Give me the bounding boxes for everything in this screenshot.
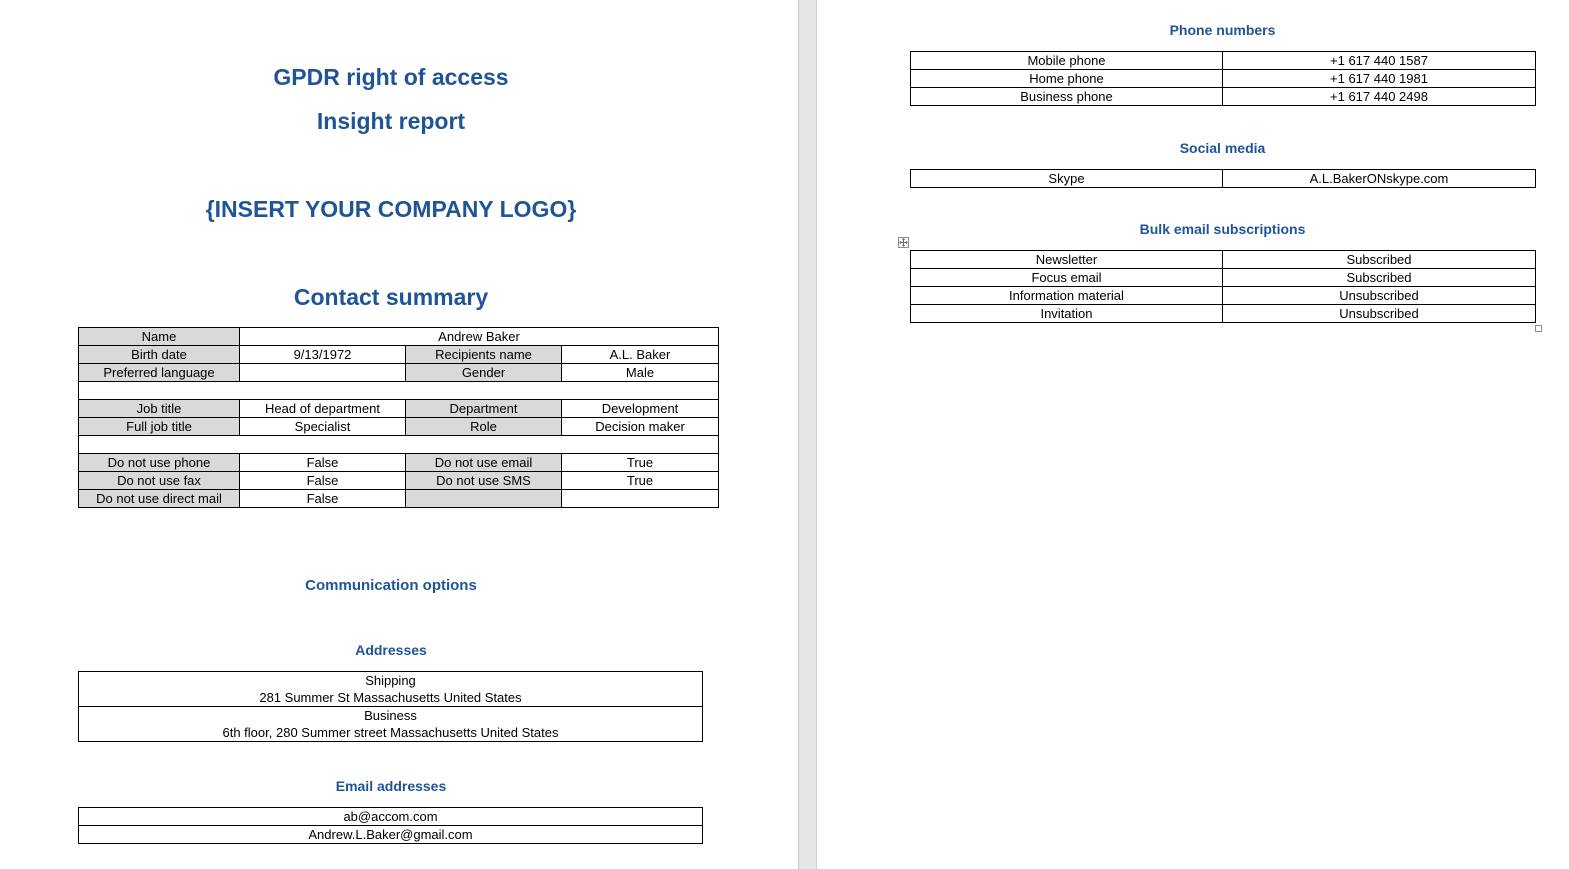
empty-row	[79, 436, 719, 454]
role-label: Role	[406, 418, 562, 436]
subscription-label: Information material	[911, 287, 1223, 305]
bulk-email-heading: Bulk email subscriptions	[1139, 221, 1306, 237]
subscription-status: Subscribed	[1223, 251, 1536, 269]
subscription-status: Unsubscribed	[1223, 287, 1536, 305]
email-address: Andrew.L.Baker@gmail.com	[79, 826, 703, 844]
dnu-phone-label: Do not use phone	[79, 454, 240, 472]
table-row	[79, 418, 719, 436]
empty-value-cell	[562, 490, 719, 508]
email-addresses-heading: Email addresses	[335, 778, 447, 794]
gender-label: Gender	[406, 364, 562, 382]
table-row	[911, 251, 1536, 269]
name-label: Name	[79, 328, 240, 346]
table-row	[911, 70, 1536, 88]
phone-label: Mobile phone	[911, 52, 1223, 70]
address-cell	[79, 672, 703, 707]
preferred-language-value	[240, 364, 406, 382]
address-line: 6th floor, 280 Summer street Massachusetts United States	[222, 725, 559, 740]
gender-value: Male	[562, 364, 719, 382]
social-media-heading: Social media	[1179, 140, 1266, 156]
table-row	[79, 454, 719, 472]
move-cross-glyph	[899, 238, 908, 247]
role-value: Decision maker	[562, 418, 719, 436]
communication-options-heading: Communication options	[305, 577, 477, 594]
dnu-email-label: Do not use email	[406, 454, 562, 472]
table-resize-handle[interactable]	[1535, 325, 1542, 332]
table-row-spacer	[79, 436, 719, 454]
recipients-name-label: Recipients name	[406, 346, 562, 364]
department-value: Development	[562, 400, 719, 418]
phone-numbers-table	[910, 51, 1536, 106]
email-address: ab@accom.com	[79, 808, 703, 826]
table-row	[911, 269, 1536, 287]
page-gutter	[798, 0, 817, 869]
subscription-label: Focus email	[911, 269, 1223, 287]
department-label: Department	[406, 400, 562, 418]
email-addresses-table	[78, 807, 703, 844]
report-title: GPDR right of access	[273, 64, 509, 90]
birth-date-label: Birth date	[79, 346, 240, 364]
table-row	[911, 287, 1536, 305]
social-media-table	[910, 169, 1536, 188]
recipients-name-value: A.L. Baker	[562, 346, 719, 364]
table-row	[79, 707, 703, 742]
table-row	[79, 672, 703, 707]
address-type: Business	[364, 708, 417, 723]
job-title-label: Job title	[79, 400, 240, 418]
subscription-status: Subscribed	[1223, 269, 1536, 287]
empty-row	[79, 382, 719, 400]
phone-value: +1 617 440 1981	[1223, 70, 1536, 88]
dnu-sms-label: Do not use SMS	[406, 472, 562, 490]
preferred-language-label: Preferred language	[79, 364, 240, 382]
phone-numbers-heading: Phone numbers	[1169, 22, 1276, 38]
full-job-title-label: Full job title	[79, 418, 240, 436]
subscription-label: Invitation	[911, 305, 1223, 323]
phone-label: Business phone	[911, 88, 1223, 106]
full-job-title-value: Specialist	[240, 418, 406, 436]
address-line: 281 Summer St Massachusetts United States	[259, 690, 522, 705]
dnu-sms-value: True	[562, 472, 719, 490]
dnu-fax-value: False	[240, 472, 406, 490]
job-title-value: Head of department	[240, 400, 406, 418]
table-row	[79, 328, 719, 346]
dnu-email-value: True	[562, 454, 719, 472]
report-subtitle: Insight report	[316, 108, 466, 134]
table-row	[911, 305, 1536, 323]
table-row	[79, 808, 703, 826]
move-cross-icon[interactable]	[898, 237, 909, 248]
table-row	[79, 346, 719, 364]
empty-label-cell	[406, 490, 562, 508]
social-label: Skype	[911, 170, 1223, 188]
contact-summary-heading: Contact summary	[293, 284, 489, 310]
subscription-status: Unsubscribed	[1223, 305, 1536, 323]
table-row	[79, 826, 703, 844]
table-row	[911, 170, 1536, 188]
dnu-direct-mail-value: False	[240, 490, 406, 508]
subscription-label: Newsletter	[911, 251, 1223, 269]
table-row	[911, 88, 1536, 106]
address-cell	[79, 707, 703, 742]
birth-date-value: 9/13/1972	[240, 346, 406, 364]
document-page-right	[817, 0, 1569, 869]
table-row-spacer	[79, 382, 719, 400]
table-row	[79, 364, 719, 382]
phone-value: +1 617 440 1587	[1223, 52, 1536, 70]
table-row	[79, 490, 719, 508]
company-logo-placeholder: {INSERT YOUR COMPANY LOGO}	[205, 196, 577, 222]
phone-value: +1 617 440 2498	[1223, 88, 1536, 106]
social-value: A.L.BakerONskype.com	[1223, 170, 1536, 188]
dnu-direct-mail-label: Do not use direct mail	[79, 490, 240, 508]
addresses-heading: Addresses	[355, 642, 427, 658]
table-row	[911, 52, 1536, 70]
contact-summary-table	[78, 327, 719, 508]
address-type: Shipping	[365, 673, 416, 688]
addresses-table	[78, 671, 703, 742]
table-row	[79, 400, 719, 418]
dnu-phone-value: False	[240, 454, 406, 472]
table-row	[79, 472, 719, 490]
name-value: Andrew Baker	[240, 328, 719, 346]
dnu-fax-label: Do not use fax	[79, 472, 240, 490]
bulk-email-table	[910, 250, 1536, 323]
phone-label: Home phone	[911, 70, 1223, 88]
